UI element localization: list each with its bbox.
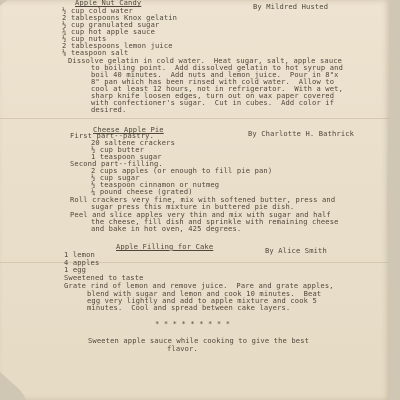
ingredient: cup cold water <box>71 6 133 15</box>
direction-line: sharp knife loosen edges, turn out on wax paper covered <box>91 91 335 100</box>
recipe-line: ½ cup butter <box>91 145 145 154</box>
recipe-line: Sweetened to taste <box>64 273 144 282</box>
direction-line: to boiling point. Add dissolved gelatin to hot syrup and <box>91 63 343 72</box>
recipe-line: ½ cup sugar <box>91 173 140 182</box>
recipe-line: 4 apples <box>64 258 100 267</box>
recipe-line: 1 lemon <box>64 250 95 259</box>
ingredient: cup granulated sugar <box>71 20 160 29</box>
direction-line: 8" pan which has been rinsed with cold water. Allow to <box>91 77 335 86</box>
ingredient-quantity: ½ <box>62 20 67 29</box>
direction-line: Dissolve gelatin in cold water. Heat sugar, salt, apple sauce <box>68 56 343 65</box>
fold-crease <box>0 118 390 119</box>
recipe-title: Apple Filling for Cake <box>116 242 214 251</box>
recipe-line: 1 teaspoon sugar <box>91 152 162 161</box>
recipe-line: 1 egg <box>64 265 87 274</box>
ingredient-quantity: 2 <box>62 13 67 22</box>
recipe-line: ½ teaspoon cinnamon or nutmeg <box>91 180 220 189</box>
recipe-line: Peel and slice apples very thin and mix with sugar and half <box>70 210 331 219</box>
recipe-line: ¼ pound cheese (grated) <box>91 187 193 196</box>
recipe-author: By Alice Smith <box>265 246 327 255</box>
recipe-line: the cheese, fill dish and sprinkle with remaining cheese <box>91 217 339 226</box>
direction-line: boil 40 minutes. Add nuts and lemon juice. Pour in 8"x <box>91 70 339 79</box>
recipe-title: Cheese Apple Pie <box>93 125 164 134</box>
recipe-line: First part--pastry. <box>70 131 154 140</box>
recipe-line: blend with sugar and lemon and cook 10 minutes. Beat <box>87 289 322 298</box>
recipe-line: Second part--filling. <box>70 159 163 168</box>
recipe-line: Grate rind of lemon and remove juice. Pare and grate apples, <box>64 281 334 290</box>
section-divider: * * * * * * * * * <box>155 319 231 328</box>
ingredient: tablespoons Knox gelatin <box>71 13 178 22</box>
tip-line: flavor. <box>167 344 198 353</box>
direction-line: with confectioner's sugar. Cut in cubes. Add color if <box>91 98 335 107</box>
recipe-line: 20 saltene crackers <box>91 138 175 147</box>
ingredient-quantity: 2 <box>62 41 67 50</box>
ingredient-quantity: ⅛ <box>62 48 67 57</box>
recipe-line: egg very lightly and add to apple mixture and cook 5 <box>87 296 317 305</box>
direction-line: cool at least 12 hours, not in refrigerator. With a wet, <box>91 84 343 93</box>
ingredient: teaspoon salt <box>71 48 129 57</box>
direction-line: desired. <box>91 105 127 114</box>
ingredient: tablespoons lemon juice <box>71 41 173 50</box>
ingredient: cup nuts <box>71 34 107 43</box>
ingredient-quantity: ¾ <box>62 27 67 36</box>
ingredient-quantity: ½ <box>62 6 67 15</box>
fold-crease <box>0 262 390 263</box>
recipe-author: By Mildred Husted <box>253 2 329 11</box>
recipe-author: By Charlotte H. Bathrick <box>248 129 355 138</box>
recipe-line: minutes. Cool and spread between cake layers. <box>87 303 291 312</box>
ingredient: cup hot apple sauce <box>71 27 155 36</box>
recipe-title: Apple Nut Candy <box>75 0 142 7</box>
tip-line: Sweeten apple sauce while cooking to give the best <box>88 336 310 345</box>
recipe-line: sugar press this mixture in buttered pie dish. <box>91 202 295 211</box>
ingredient-quantity: ½ <box>62 34 67 43</box>
recipe-line: and bake in hot oven, 425 degrees. <box>91 224 242 233</box>
recipe-line: 2 cups apples (or enough to fill pie pan) <box>91 166 273 175</box>
recipe-line: Roll crackers very fine, mix with softened butter, press and <box>70 195 336 204</box>
